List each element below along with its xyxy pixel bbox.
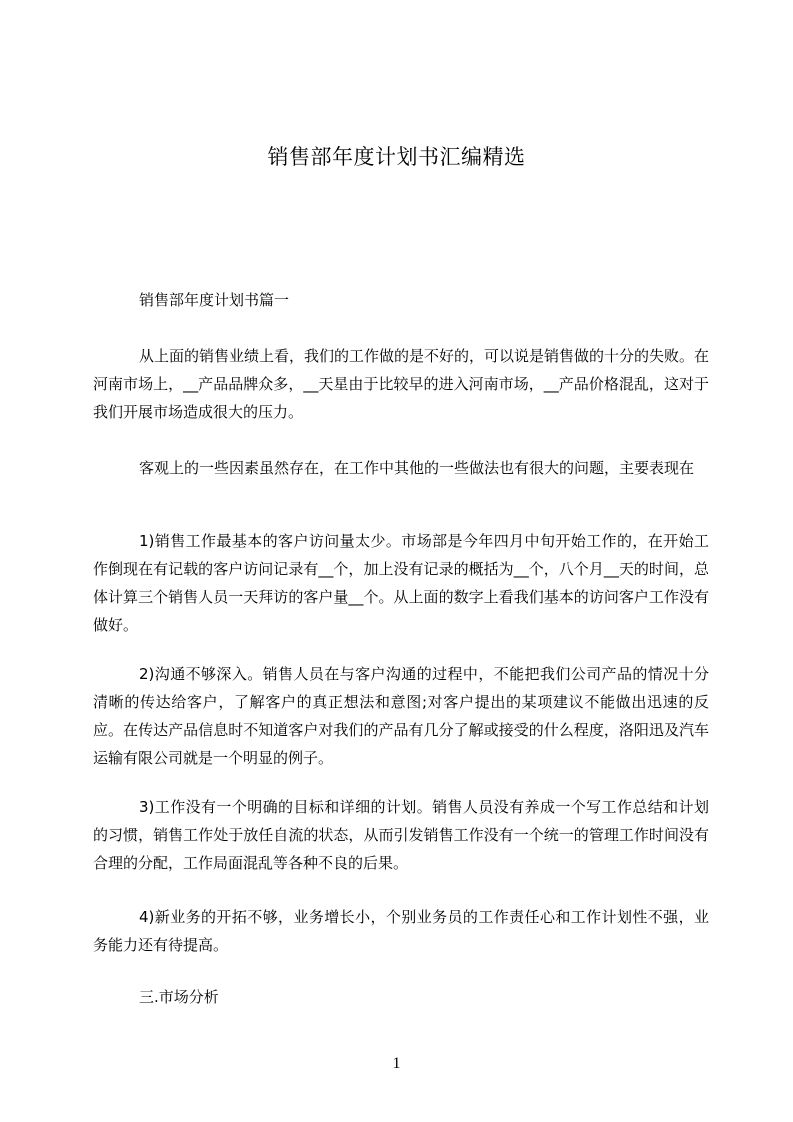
paragraph-item-1: 1)销售工作最基本的客户访问量太少。市场部是今年四月中旬开始工作的，在开始工作倒现在有记载的客户访问记录有__个，加上没有记录的概括为__个，八个月__天的时间，总体计算三个销售人员一天拜访的客户量__个。从上面的数字上看我们基本的访问客户工作没有做好。 [93,532,709,634]
subheading-market-analysis: 三.市场分析 [139,988,219,1006]
paragraph-item-3: 3)工作没有一个明确的目标和详细的计划。销售人员没有养成一个写工作总结和计划的习惯，销售工作处于放任自流的状态，从而引发销售工作没有一个统一的管理工作时间没有合理的分配，工作局面混乱等各种不良的后果。 [93,798,709,872]
paragraph-item-2: 2)沟通不够深入。销售人员在与客户沟通的过程中，不能把我们公司产品的情况十分清晰的传达给客户，了解客户的真正想法和意图;对客户提出的某项建议不能做出迅速的反应。在传达产品信息时不知道客户对我们的产品有几分了解或接受的什么程度，洛阳迅及汽车运输有限公司就是一个明显的例子。 [93,665,709,767]
document-title: 销售部年度计划书汇编精选 [267,145,526,169]
section-heading: 销售部年度计划书篇一 [139,291,290,309]
paragraph-intro: 从上面的销售业绩上看，我们的工作做的是不好的，可以说是销售做的十分的失败。在河南市场上，__产品品牌众多，__天星由于比较早的进入河南市场，__产品价格混乱，这对于我们开展市场造成很大的压力。 [93,347,710,421]
paragraph-problems: 客观上的一些因素虽然存在，在工作中其他的一些做法也有很大的问题，主要表现在 [139,459,695,477]
page-number: 1 [392,1055,401,1072]
paragraph-item-4: 4)新业务的开拓不够，业务增长小，个别业务员的工作责任心和工作计划性不强，业务能力还有待提高。 [93,908,709,954]
